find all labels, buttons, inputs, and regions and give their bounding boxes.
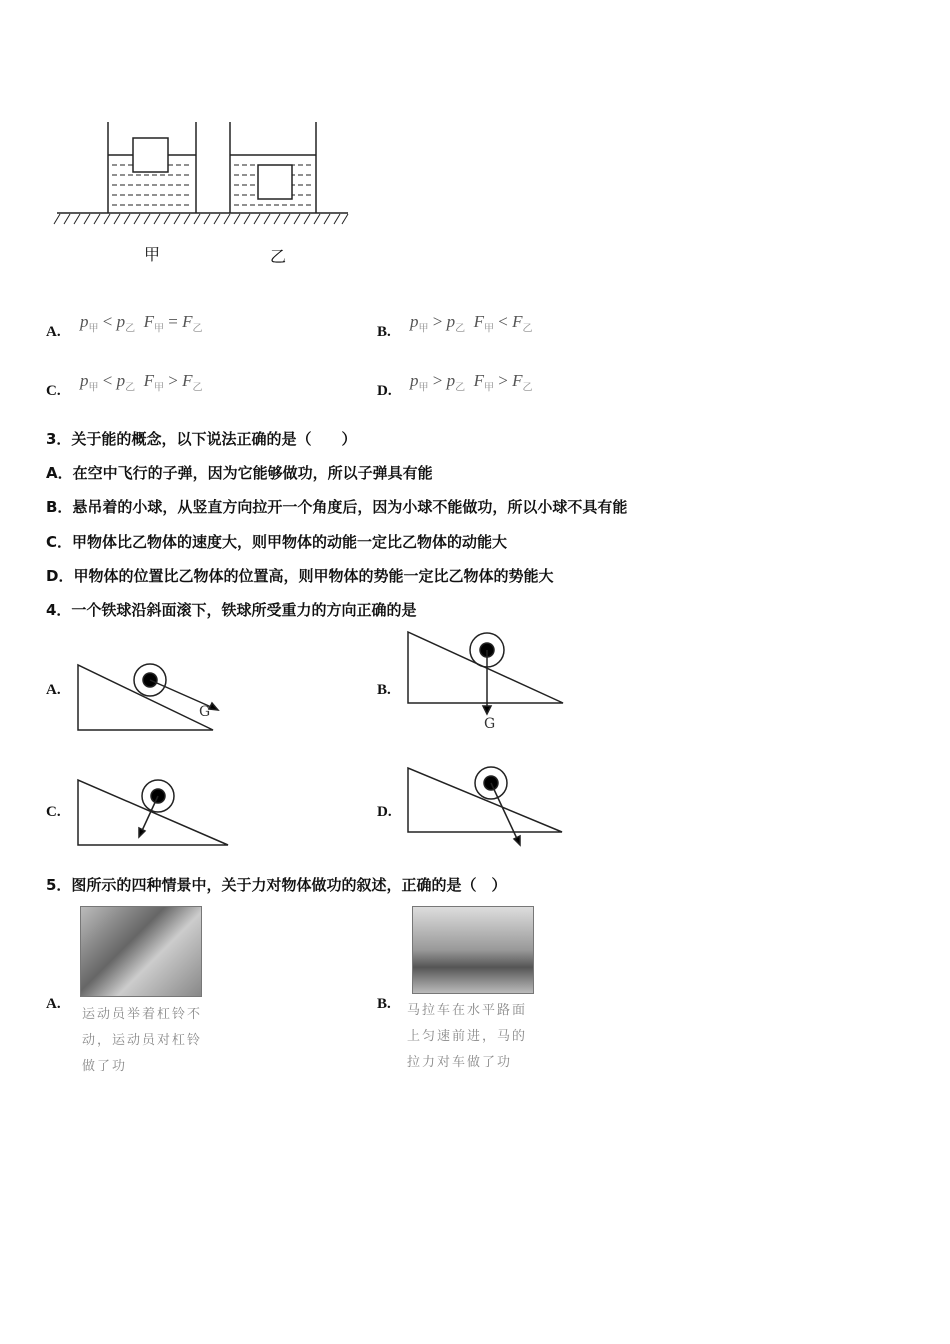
q5-caption-a: 运动员举着杠铃不动，运动员对杠铃做了功 (82, 1007, 203, 1074)
weightlifter-photo (80, 906, 202, 997)
q4-option-b[interactable]: B. (377, 682, 391, 698)
q4-option-d[interactable]: D. (377, 804, 392, 820)
option-label: D. (377, 383, 392, 399)
incline-c (78, 780, 228, 845)
q4-option-c[interactable]: C. (46, 804, 61, 820)
force-label-b: G (484, 716, 496, 732)
force-label-a: G (199, 704, 211, 720)
tank-diagram (54, 122, 348, 224)
q4-option-a[interactable]: A. (46, 682, 61, 698)
q5-stem: 5．图所示的四种情景中，关于力对物体做功的叙述，正确的是（ ） (46, 876, 507, 894)
option-label: C. (46, 383, 61, 399)
option-formula: $p_甲 > p_乙$ $F_甲 < F_乙$ (410, 312, 533, 335)
tank-jia (108, 122, 196, 213)
option-label: B. (377, 324, 391, 340)
option-formula: $p_甲 > p_乙$ $F_甲 > F_乙$ (410, 371, 533, 394)
q3-option-d[interactable]: D．甲物体的位置比乙物体的位置高，则甲物体的势能一定比乙物体的势能大 (46, 567, 554, 585)
q4-stem: 4．一个铁球沿斜面滚下，铁球所受重力的方向正确的是 (46, 601, 417, 619)
q5-option-b[interactable]: B. (377, 996, 391, 1012)
label-yi: 乙 (270, 247, 287, 266)
option-label: A. (46, 324, 61, 340)
incline-b (408, 632, 563, 714)
tank-yi (230, 122, 316, 213)
incline-a (78, 664, 218, 730)
option-formula: $p_甲 < p_乙$ $F_甲 > F_乙$ (80, 371, 203, 394)
q3-option-c[interactable]: C．甲物体比乙物体的速度大，则甲物体的动能一定比乙物体的动能大 (46, 533, 508, 551)
q5-caption-b: 马拉车在水平路面上匀速前进，马的拉力对车做了功 (407, 1003, 528, 1070)
incline-d (408, 767, 562, 845)
q3-stem: 3．关于能的概念，以下说法正确的是（ ） (46, 430, 357, 448)
horse-cart-photo (412, 906, 534, 994)
q3-option-b[interactable]: B．悬吊着的小球，从竖直方向拉开一个角度后，因为小球不能做功，所以小球不具有能 (46, 498, 628, 516)
q5-option-a[interactable]: A. (46, 996, 61, 1012)
option-formula: $p_甲 < p_乙$ $F_甲 = F_乙$ (80, 312, 203, 335)
q3-option-a[interactable]: A．在空中飞行的子弹，因为它能够做功，所以子弹具有能 (46, 464, 433, 482)
label-jia: 甲 (144, 245, 161, 264)
